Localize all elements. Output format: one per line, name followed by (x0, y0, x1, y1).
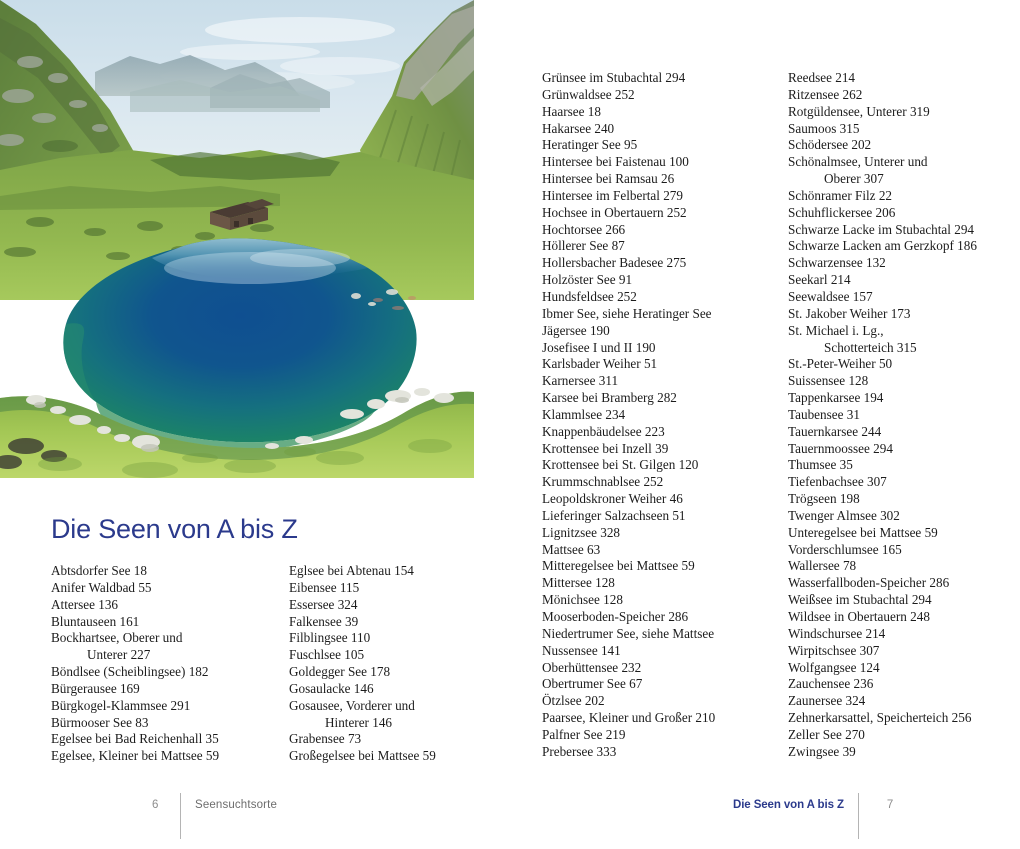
index-entry: Taubensee 31 (788, 406, 860, 422)
index-entry: Lignitzsee 328 (542, 524, 621, 540)
index-entry: Eibensee 115 (289, 579, 360, 595)
left-page (0, 478, 510, 849)
index-entry: Trögseen 198 (788, 491, 860, 507)
index-entry: Schödersee 202 (788, 137, 872, 153)
index-entry: Bluntauseen 161 (51, 613, 140, 629)
index-entry: Mitteregelsee bei Mattsee 59 (542, 558, 695, 574)
index-entry: Böndlsee (Scheiblingsee) 182 (51, 664, 209, 680)
index-entry: Rotgüldensee, Unterer 319 (788, 103, 930, 119)
index-entry: Zaunersee 324 (788, 693, 866, 709)
index-entry: Grünwaldsee 252 (542, 86, 635, 102)
index-entry: Bürgkogel-Klammsee 291 (51, 697, 191, 713)
index-entry: Twenger Almsee 302 (788, 507, 900, 523)
index-entry: Seewaldsee 157 (788, 288, 873, 304)
index-entry: Thumsee 35 (788, 457, 853, 473)
index-entry: Bürgerausee 169 (51, 680, 140, 696)
index-entry: Schotterteich 315 (824, 339, 917, 355)
index-entry: Josefisee I und II 190 (542, 339, 656, 355)
index-entry: Grabensee 73 (289, 731, 362, 747)
index-entry: Attersee 136 (51, 596, 119, 612)
index-entry: Anifer Waldbad 55 (51, 579, 152, 595)
landscape-photo-artwork (0, 0, 474, 478)
right-index-columns (542, 70, 1002, 761)
footer-divider-right (858, 793, 859, 839)
index-entry: Wallersee 78 (788, 558, 857, 574)
index-entry: St. Jakober Weiher 173 (788, 305, 911, 321)
index-entry: Wolfgangsee 124 (788, 659, 880, 675)
index-entry: Karnersee 311 (542, 373, 619, 389)
index-entry: Falkensee 39 (289, 613, 359, 629)
index-entry: Unteregelsee bei Mattsee 59 (788, 524, 938, 540)
index-entry: Großegelsee bei Mattsee 59 (289, 748, 436, 764)
index-entry: Schönalmsee, Unterer und (788, 154, 928, 170)
index-entry: Reedsee 214 (788, 70, 856, 85)
footer-left (0, 791, 510, 849)
index-entry: Leopoldskroner Weiher 46 (542, 491, 683, 507)
page-title: Die Seen von A bis Z (51, 514, 298, 544)
index-entry: Suissensee 128 (788, 373, 869, 389)
index-entry: Schönramer Filz 22 (788, 187, 893, 203)
index-entry: Heratinger See 95 (542, 137, 638, 153)
index-entry: Holzöster See 91 (542, 272, 633, 288)
index-entry: Goldegger See 178 (289, 664, 391, 680)
index-entry: Wasserfallboden-Speicher 286 (788, 575, 950, 591)
index-entry: Schwarze Lacken am Gerzkopf 186 (788, 238, 977, 254)
index-entry: Fuschlsee 105 (289, 647, 365, 663)
index-entry: Ritzensee 262 (788, 86, 863, 102)
index-entry: Vorderschlumsee 165 (788, 541, 902, 557)
index-entry: Karsee bei Bramberg 282 (542, 390, 677, 406)
index-entry: Hundsfeldsee 252 (542, 288, 637, 304)
index-entry: Jägersee 190 (542, 322, 610, 338)
index-entry: Tappenkarsee 194 (788, 390, 884, 406)
index-column-4 (788, 70, 1018, 761)
index-entry: Hochsee in Obertauern 252 (542, 204, 687, 220)
footer-divider-left (180, 793, 181, 839)
landscape-photo (0, 0, 474, 478)
index-entry: St. Michael i. Lg., (788, 322, 884, 338)
index-entry: Hochtorsee 266 (542, 221, 626, 237)
index-column-3 (542, 70, 772, 761)
index-entry: Obertrumer See 67 (542, 676, 643, 692)
index-entry: Schwarze Lacke im Stubachtal 294 (788, 221, 975, 237)
index-entry: Hintersee im Felbertal 279 (542, 187, 683, 203)
index-entry: Wirpitschsee 307 (788, 642, 880, 658)
index-entry: Mooserboden-Speicher 286 (542, 609, 689, 624)
index-entry: Krummschnablsee 252 (542, 474, 664, 490)
index-entry: Palfner See 219 (542, 726, 626, 742)
index-entry: Paarsee, Kleiner und Großer 210 (542, 710, 716, 726)
index-entry: Abtsdorfer See 18 (51, 563, 147, 578)
footer-label-right: Die Seen von A bis Z (733, 799, 844, 811)
index-entry: Seekarl 214 (788, 272, 851, 288)
footer-page-number-right: 7 (886, 799, 894, 811)
index-entry: Niedertrumer See, siehe Mattsee (542, 625, 715, 641)
index-entry: Egelsee bei Bad Reichenhall 35 (51, 731, 219, 747)
index-entry: Oberer 307 (824, 171, 884, 187)
index-entry: Zauchensee 236 (788, 676, 874, 692)
index-entry: Nussensee 141 (542, 642, 621, 658)
index-entry: Saumoos 315 (788, 120, 860, 136)
index-entry: Ötzlsee 202 (542, 693, 605, 709)
footer-label-left: Seensuchtsorte (195, 799, 278, 811)
index-entry: Krottensee bei Inzell 39 (542, 440, 669, 456)
index-entry: Grünsee im Stubachtal 294 (542, 70, 686, 85)
index-entry: Zehnerkarsattel, Speicherteich 256 (788, 710, 972, 726)
index-entry: Essersee 324 (289, 596, 358, 612)
index-entry: Tauernmoossee 294 (788, 440, 893, 456)
index-entry: Zeller See 270 (788, 726, 865, 742)
index-entry: Hintersee bei Ramsau 26 (542, 171, 675, 187)
index-entry: Prebersee 333 (542, 743, 617, 759)
index-entry: Mönichsee 128 (542, 592, 623, 608)
index-entry: Bürmooser See 83 (51, 714, 149, 730)
right-page (510, 0, 1020, 849)
index-entry: Schwarzensee 132 (788, 255, 886, 271)
index-entry: Unterer 227 (87, 647, 151, 663)
left-index-columns (51, 563, 481, 765)
index-entry: Bockhartsee, Oberer und (51, 630, 183, 646)
index-entry: Ibmer See, siehe Heratinger See (542, 305, 712, 321)
index-entry: Höllerer See 87 (542, 238, 625, 254)
index-entry: Mittersee 128 (542, 575, 615, 591)
index-entry: Windschursee 214 (788, 625, 886, 641)
index-column-1 (51, 563, 265, 765)
index-entry: Haarsee 18 (542, 103, 601, 119)
index-entry: St.-Peter-Weiher 50 (788, 356, 893, 372)
index-entry: Klammlsee 234 (542, 406, 626, 422)
footer-right (510, 791, 1020, 849)
index-entry: Hintersee bei Faistenau 100 (542, 154, 689, 170)
index-entry: Mattsee 63 (542, 541, 601, 557)
index-entry: Schuhflickersee 206 (788, 204, 896, 220)
index-entry: Knappenbäudelsee 223 (542, 423, 665, 439)
index-entry: Krottensee bei St. Gilgen 120 (542, 457, 699, 473)
index-entry: Gosausee, Vorderer und (289, 697, 415, 713)
index-entry: Gosaulacke 146 (289, 680, 374, 696)
index-entry: Tiefenbachsee 307 (788, 474, 887, 490)
index-entry: Egelsee, Kleiner bei Mattsee 59 (51, 748, 220, 764)
index-entry: Filblingsee 110 (289, 630, 371, 646)
index-entry: Hollersbacher Badesee 275 (542, 255, 687, 271)
footer-page-number-left: 6 (152, 799, 159, 811)
index-column-2 (289, 563, 503, 765)
index-entry: Weißsee im Stubachtal 294 (788, 592, 932, 608)
index-entry: Wildsee in Obertauern 248 (788, 609, 930, 624)
index-entry: Oberhüttensee 232 (542, 659, 642, 675)
index-entry: Hinterer 146 (325, 714, 393, 730)
index-entry: Hakarsee 240 (542, 120, 615, 136)
index-entry: Tauernkarsee 244 (788, 423, 882, 439)
index-entry: Lieferinger Salzachseen 51 (542, 507, 686, 523)
index-entry: Zwingsee 39 (788, 743, 856, 759)
index-entry: Eglsee bei Abtenau 154 (289, 563, 414, 578)
index-entry: Karlsbader Weiher 51 (542, 356, 658, 372)
